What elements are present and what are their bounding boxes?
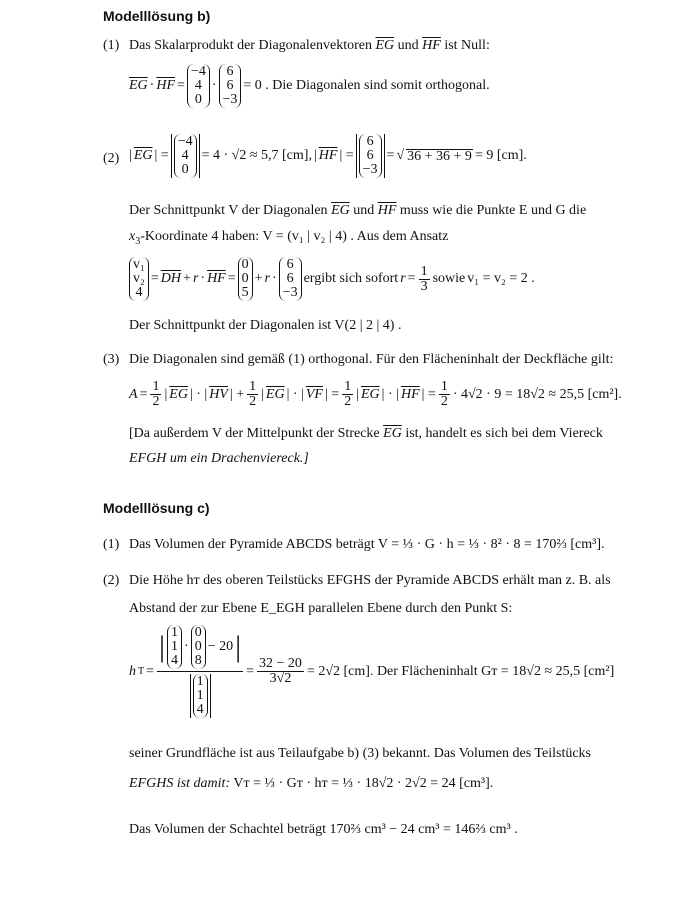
- vec-c: 6: [286, 257, 294, 272]
- sqrt-inner: 36 + 36 + 9: [407, 148, 472, 164]
- plus: +: [183, 271, 191, 286]
- eq-sign: =: [150, 271, 159, 286]
- b2-ansatz: [129, 257, 535, 301]
- b2-para3: Der Schnittpunkt der Diagonalen ist V(2 | 2 | 4) .: [129, 318, 402, 333]
- abs-open: |: [356, 386, 359, 402]
- vec-c: v₂: [133, 271, 145, 286]
- eq-hf: $\overline{HF}$: [207, 271, 226, 286]
- vec-c: 4: [181, 148, 189, 163]
- x3-var: x: [129, 229, 136, 244]
- vector-n: [167, 625, 182, 669]
- r-var: r: [264, 271, 270, 286]
- vec-c: 0: [194, 92, 202, 107]
- frac-half: [342, 380, 353, 409]
- b2-para2-a: -Koordinate 4 haben:: [140, 229, 260, 244]
- c1-text: [129, 537, 605, 553]
- b2-para2-b: V = (v₁ | v₂ | 4) . Aus dem Ansatz: [262, 229, 449, 244]
- frac-mid: [257, 657, 304, 686]
- eq-sign: =: [139, 386, 148, 402]
- c3-text: Das Volumen der Schachtel beträgt 170⅔ cm³ − 24 cm³ = 146⅔ cm³ .: [129, 822, 518, 837]
- dot: ·: [184, 639, 189, 654]
- sqrt-sign: √: [396, 148, 405, 163]
- abs-open: |: [261, 386, 264, 402]
- eq-sign: =: [407, 271, 416, 286]
- vec-eg-label: $\overline{EG}$: [375, 38, 395, 53]
- b1-equation: [129, 64, 490, 108]
- vector-hf: [359, 134, 382, 178]
- dot: ·: [272, 271, 277, 286]
- b2-equation: [129, 134, 527, 178]
- eq-sign: =: [386, 148, 395, 163]
- r-var: r: [400, 271, 406, 286]
- vec-c: 8: [194, 653, 202, 668]
- c1-number: (1): [103, 537, 120, 552]
- vec-c: 4: [194, 78, 202, 93]
- b2-sowie: sowie: [432, 271, 466, 286]
- frac-half: [439, 380, 450, 409]
- vec-c: −3: [362, 162, 378, 177]
- b2-para1-b: muss wie die Punkte E und G die: [399, 203, 587, 218]
- b1-eq-tail: = 0 . Die Diagonalen sind somit orthogonal.: [243, 78, 490, 93]
- dot: ·: [149, 78, 155, 93]
- frac-num: 32 − 20: [259, 656, 302, 671]
- vec-c: 1: [171, 625, 179, 640]
- vector-d: [238, 257, 253, 301]
- vec-hf-label: $\overline{HF}$: [422, 38, 441, 53]
- frac-half: [150, 380, 161, 409]
- b1-text-c: ist Null:: [444, 38, 490, 53]
- b2-ansatz-text: ergibt sich sofort: [303, 271, 399, 286]
- vector-hf: [219, 64, 242, 108]
- abs-open: |: [313, 148, 317, 163]
- frac-num: 1: [440, 379, 448, 394]
- abs-close: | =: [421, 386, 436, 402]
- abs-open: |: [164, 386, 168, 402]
- vec-c: 0: [241, 257, 249, 272]
- eq-vf: $\overline{VF}$: [305, 386, 323, 402]
- eq-eg: $\overline{EG}$: [169, 386, 188, 402]
- ht-denominator: [188, 672, 213, 718]
- vector-v: [129, 257, 149, 301]
- frac-den: 3: [420, 278, 428, 294]
- c2-number: (2): [103, 573, 120, 588]
- eq-hf: $\overline{HF}$: [318, 148, 338, 163]
- abs-vector-hf: [356, 134, 385, 178]
- eq-eg: $\overline{EG}$: [129, 78, 148, 93]
- r-var: r: [192, 271, 199, 286]
- eq-sign: =: [246, 663, 255, 679]
- abs-close: | · |: [381, 386, 399, 402]
- vec-c: 6: [226, 64, 234, 79]
- ht-sub: T: [138, 665, 145, 677]
- b3-note1-b: ist, handelt es sich bei dem Viereck: [405, 426, 603, 441]
- eq-eg: $\overline{EG}$: [265, 386, 285, 402]
- vec-hf-label: $\overline{HF}$: [377, 203, 397, 218]
- abs-open: |: [129, 148, 132, 163]
- x3-sub: 3: [135, 235, 141, 247]
- eq-eg: $\overline{EG}$: [361, 386, 380, 402]
- vec-c: v₁: [133, 257, 145, 272]
- dot: ·: [211, 78, 217, 93]
- abs-vector-eg: [171, 134, 200, 178]
- eq-sign: =: [227, 271, 236, 286]
- abs-close: | =: [154, 148, 169, 163]
- eq-sign: =: [177, 78, 185, 93]
- b2-number: (2): [103, 151, 120, 166]
- abs-close: | =: [324, 386, 340, 402]
- eq-hf: $\overline{HF}$: [156, 78, 176, 93]
- frac-den: 2: [344, 394, 352, 409]
- vector-hf: [279, 257, 302, 301]
- heading-c: Modelllösung c): [103, 500, 210, 516]
- abs-open: |: [159, 630, 166, 663]
- vec-c: −4: [177, 134, 193, 149]
- b3-note2: EFGH um ein Drachenviereck.]: [129, 451, 309, 466]
- vec-c: −3: [222, 92, 238, 107]
- ht-fraction: [157, 625, 243, 718]
- b2-para2: [129, 229, 448, 247]
- vec-c: 4: [196, 702, 204, 717]
- und: und: [353, 203, 375, 218]
- b3-note1-a: [Da außerdem V der Mittelpunkt der Strecke: [129, 426, 380, 441]
- abs-vector-n: [190, 674, 211, 718]
- eq-dh: $\overline{DH}$: [160, 271, 182, 286]
- vec-c: 0: [181, 162, 189, 177]
- ht-var: h: [129, 663, 136, 679]
- vec-c: 6: [226, 78, 234, 93]
- a-var: A: [129, 386, 138, 402]
- b3-number: (3): [103, 352, 120, 367]
- b3-note1: [129, 426, 603, 442]
- vec-c: −3: [282, 285, 298, 300]
- frac-num: 1: [249, 379, 257, 394]
- b1-text: [129, 38, 490, 54]
- b3-para1: Die Diagonalen sind gemäß (1) orthogonal. Für den Flächeninhalt der Deckfläche gilt:: [129, 352, 614, 367]
- frac-one-third: [419, 265, 430, 294]
- c2-text-a: Die Höhe hᴛ des oberen Teilstücks EFGHS der Pyramide ABCDS erhält man z. B. als: [129, 573, 611, 588]
- vec-c: 1: [196, 674, 204, 689]
- vec-c: 6: [286, 271, 294, 286]
- vec-c: 0: [194, 625, 202, 640]
- c2-text-d-a: EFGHS ist damit:: [129, 776, 231, 791]
- frac-den: 3√2: [269, 671, 292, 686]
- b2-para1-a: Der Schnittpunkt V der Diagonalen: [129, 203, 328, 218]
- c1-text-a: Das Volumen der Pyramide ABCDS beträgt: [129, 537, 375, 552]
- dot: ·: [200, 271, 206, 286]
- vec-eg-label: $\overline{EG}$: [331, 203, 350, 218]
- c1-equation: V = ⅓ · G · h = ⅓ · 8² · 8 = 170⅔ [cm³].: [377, 537, 605, 552]
- vec-c: 4: [171, 653, 179, 668]
- vec-c: 1: [171, 639, 179, 654]
- frac-den: 2: [249, 394, 257, 409]
- frac-half: [247, 380, 258, 409]
- abs-close: | · |: [189, 386, 208, 402]
- eq-eg: $\overline{EG}$: [133, 148, 153, 163]
- vector-eg: [174, 134, 197, 178]
- vec-c: 4: [135, 285, 143, 300]
- vec-eg-label: $\overline{EG}$: [383, 426, 402, 441]
- frac-num: 1: [420, 263, 428, 279]
- c2-text-c: seiner Grundfläche ist aus Teilaufgabe b) (3) bekannt. Das Volumen des Teilstücks: [129, 746, 591, 761]
- heading-b: Modelllösung b): [103, 8, 211, 24]
- b1-text-a: Das Skalarprodukt der Diagonalenvektoren: [129, 38, 372, 53]
- c2-height-equation: [129, 625, 614, 718]
- abs-close: | · |: [286, 386, 304, 402]
- b2-eq-a: = 4 · √2 ≈ 5,7 [cm],: [201, 148, 312, 163]
- b3-equation: [129, 380, 622, 409]
- b2-v-result: v₁ = v₂ = 2 .: [467, 271, 535, 286]
- vec-c: 5: [241, 285, 249, 300]
- b3-eq-tail: · 4√2 · 9 = 18√2 ≈ 25,5 [cm²].: [452, 386, 622, 402]
- vec-c: 1: [196, 688, 204, 703]
- ht-numerator: [157, 625, 243, 672]
- vec-c: −4: [190, 64, 206, 79]
- frac-num: 1: [152, 379, 160, 394]
- c2-text-b: Abstand der zur Ebene E_EGH parallelen Ebene durch den Punkt S:: [129, 601, 513, 616]
- c2-eq-tail: = 2√2 [cm]. Der Flächeninhalt Gᴛ = 18√2 ≈ 25,5 [cm²]: [306, 663, 615, 679]
- b1-number: (1): [103, 38, 120, 53]
- minus-twenty: − 20: [207, 639, 234, 654]
- abs-close: | =: [339, 148, 354, 163]
- frac-den: 2: [440, 394, 448, 409]
- eq-hf: $\overline{HF}$: [400, 386, 420, 402]
- vec-c: 6: [366, 134, 374, 149]
- eq-sign: =: [146, 663, 155, 679]
- vec-c: 6: [366, 148, 374, 163]
- b2-para1: [129, 203, 586, 219]
- c2-text-d: [129, 776, 493, 792]
- vector-n: [193, 674, 208, 718]
- vector-s: [191, 625, 206, 669]
- b2-eq-b: = 9 [cm].: [474, 148, 527, 163]
- abs-close: | +: [229, 386, 245, 402]
- b1-text-b: und: [397, 38, 419, 53]
- frac-den: 2: [152, 394, 160, 409]
- eq-hv: $\overline{HV}$: [209, 386, 228, 402]
- c2-volume-equation: Vᴛ = ⅓ · Gᴛ · hᴛ = ⅓ · 18√2 · 2√2 = 24 [cm³].: [233, 776, 494, 791]
- frac-num: 1: [344, 379, 352, 394]
- vector-eg: [187, 64, 210, 108]
- abs-close: |: [235, 630, 242, 663]
- plus: +: [254, 271, 263, 286]
- vec-c: 0: [194, 639, 202, 654]
- vec-c: 0: [241, 271, 249, 286]
